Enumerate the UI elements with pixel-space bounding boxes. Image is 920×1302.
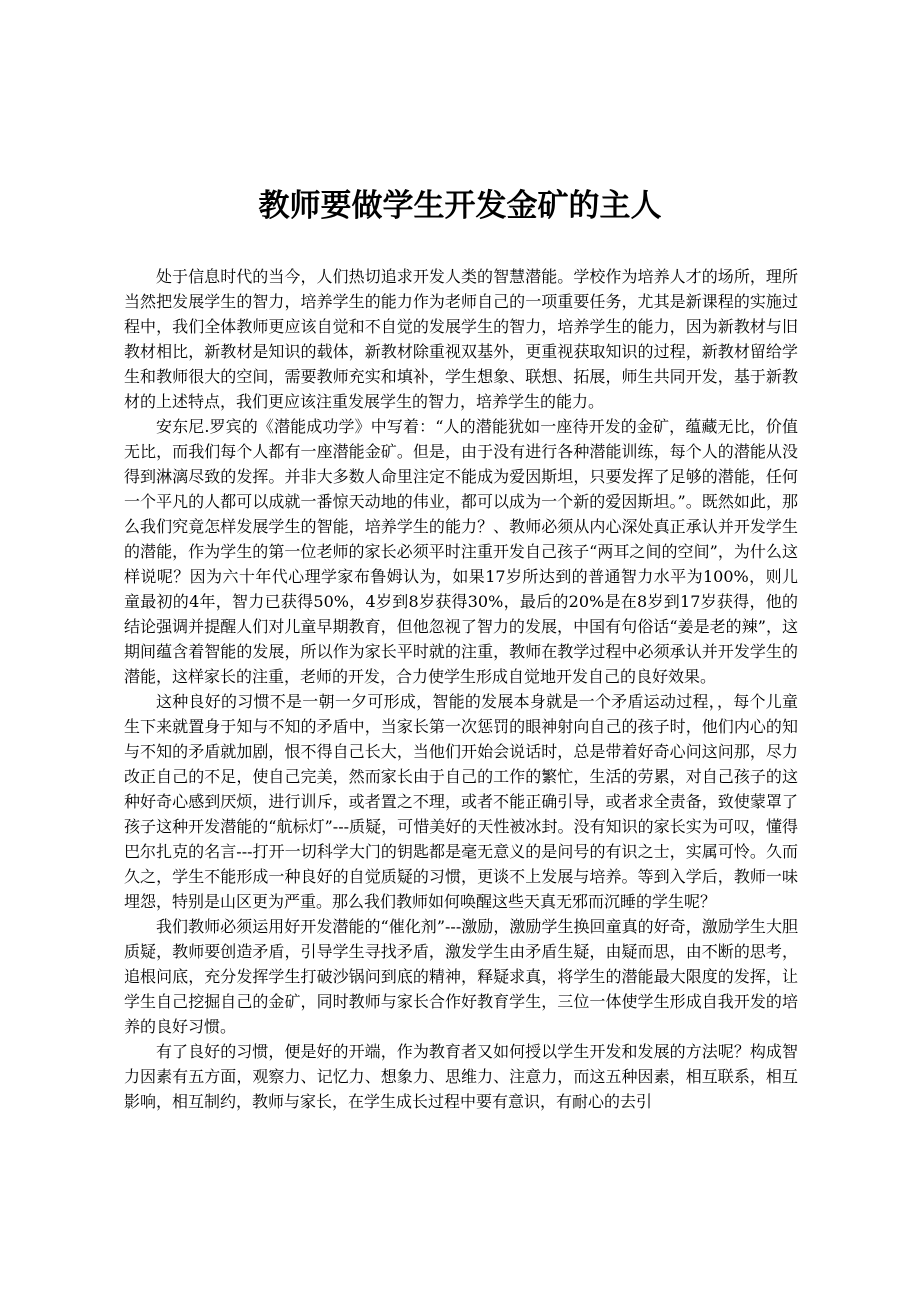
paragraph: 这种良好的习惯不是一朝一夕可形成，智能的发展本身就是一个矛盾运动过程，，每个儿童生下来就置身于知与不知的矛盾中，当家长第一次惩罚的眼神射向自己的孩子时，他们内心的知与不知的矛盾就加剧，恨不得自己长大，当他们开始会说话时，总是带着好奇心问这问那，尽力改正自己的不足，使自己完美，然而家长由于自己的工作的繁忙，生活的劳累，对自己孩子的这种好奇心感到厌烦，进行训斥，或者置之不理，或者不能正确引导，或者求全责备，致使蒙罩了孩子这种开发潜能的“航标灯”---质疑，可惜美好的天性被冰封。没有知识的家长实为可叹，懂得巴尔扎克的名言---打开一切科学大门的钥匙都是毫无意义的是问号的有识之士，实属可怜。久而久之，学生不能形成一种良好的自觉质疑的习惯，更谈不上发展与培养。等到入学后，教师一味埋怨，特别是山区更为严重。那么我们教师如何唤醒这些天真无邪而沉睡的学生呢？ [124,692,798,911]
document-title: 教师要做学生开发金矿的主人 [258,188,662,224]
paragraph: 有了良好的习惯，便是好的开端，作为教育者又如何授以学生开发和发展的方法呢？构成智力因素有五方面，观察力、记忆力、想象力、思维力、注意力，而这五种因素，相互联系，相互影响，相互制约，教师与家长，在学生成长过程中要有意识，有耐心的去引 [124,1042,798,1111]
paragraph: 处于信息时代的当今，人们热切追求开发人类的智慧潜能。学校作为培养人才的场所，理所当然把发展学生的智力，培养学生的能力作为老师自己的一项重要任务，尤其是新课程的实施过程中，我们全体教师更应该自觉和不自觉的发展学生的智力，培养学生的能力，因为新教材与旧教材相比，新教材是知识的载体，新教材除重视双基外，更重视获取知识的过程，新教材留给学生和教师很大的空间，需要教师充实和填补，学生想象、联想、拓展，师生共同开发，基于新教材的上述特点，我们更应该注重发展学生的智力，培养学生的能力。 [124,267,798,411]
paragraph: 我们教师必须运用好开发潜能的“催化剂”---激励，激励学生换回童真的好奇，激励学生大胆质疑，教师要创造矛盾，引导学生寻找矛盾，激发学生由矛盾生疑，由疑而思，由不断的思考，追根问底，充分发挥学生打破沙锅问到底的精神，释疑求真，将学生的潜能最大限度的发挥，让学生自己挖掘自己的金矿，同时教师与家长合作好教育学生，三位一体使学生形成自我开发的培养的良好习惯。 [124,917,798,1036]
document-body [124,264,798,1114]
paragraph: 安东尼.罗宾的《潜能成功学》中写着：“人的潜能犹如一座待开发的金矿，蕴藏无比，价值无比，而我们每个人都有一座潜能金矿。但是，由于没有进行各种潜能训练，每个人的潜能从没得到淋漓尽致的发挥。并非大多数人命里注定不能成为爱因斯坦，只要发挥了足够的潜能，任何一个平凡的人都可以成就一番惊天动地的伟业，都可以成为一个新的爱因斯坦。”。既然如此，那么我们究竟怎样发展学生的智能，培养学生的能力？、教师必须从内心深处真正承认并开发学生的潜能，作为学生的第一位老师的家长必须平时注重开发自己孩子“两耳之间的空间”，为什么这样说呢？因为六十年代心理学家布鲁姆认为，如果17岁所达到的普通智力水平为100%，则儿童最初的4年，智力已获得50%，4岁到8岁获得30%，最后的20%是在8岁到17岁获得，他的结论强调并提醒人们对儿童早期教育，但他忽视了智力的发展，中国有句俗话“姜是老的辣”，这期间蕴含着智能的发展，所以作为家长平时就的注重，教师在教学过程中必须承认并开发学生的潜能，这样家长的注重，老师的开发，合力使学生形成自觉地开发自己的良好效果。 [124,417,798,686]
